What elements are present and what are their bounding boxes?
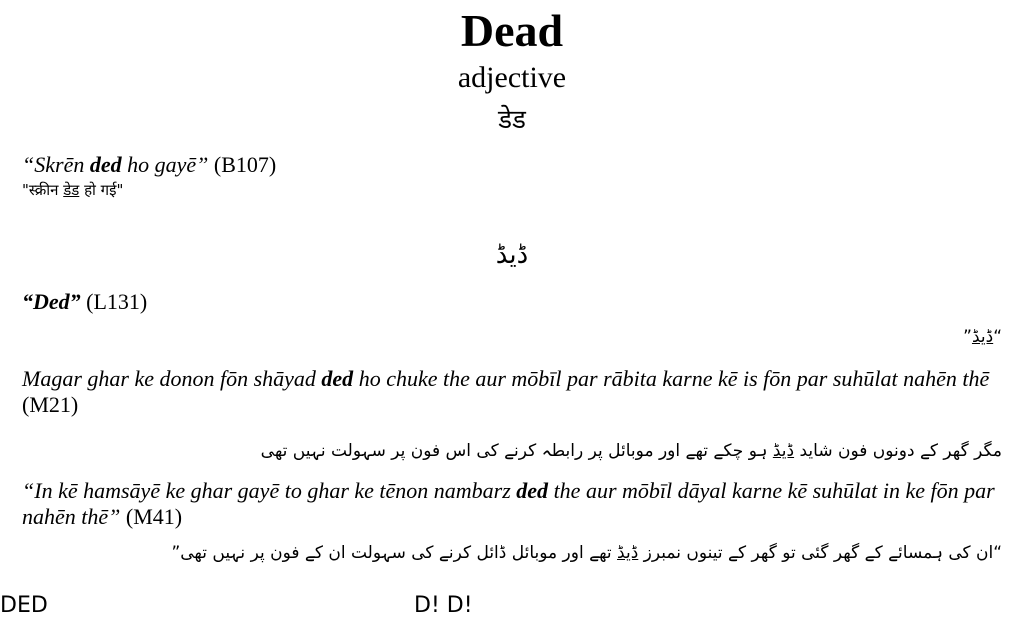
citation-reference: (M41) xyxy=(120,504,183,529)
citation-text-pre: Magar ghar ke donon fōn shāyad xyxy=(22,366,322,391)
open-quote: “ xyxy=(22,478,35,503)
citation-reference: (B107) xyxy=(208,152,277,177)
urdu-keyword: ڈیڈ xyxy=(617,543,639,563)
close-quote: ” xyxy=(108,504,121,529)
citation-m41 xyxy=(22,478,1002,530)
footer-left-label: DED xyxy=(0,593,48,618)
citation-text-pre: In kē hamsāyē ke ghar gayē to ghar ke tēnon nambarz xyxy=(34,478,517,503)
urdu-close-quote: ” xyxy=(963,327,972,347)
urdu-citation-l131 xyxy=(963,325,1002,349)
hindi-text-post: हो गई" xyxy=(79,181,124,199)
urdu-keyword: ڈیڈ xyxy=(772,441,795,461)
urdu-text-post: تھے اور موبائل ڈائل کرنے کی سہولت ان کے فون پر نہیں تھی” xyxy=(171,543,618,563)
footer-right-label: D! D! xyxy=(414,593,473,618)
urdu-text-post: ہو چکے تھے اور موبائل پر رابطہ کرنے کی اس فون پر سہولت نہیں تھی xyxy=(260,441,773,461)
citation-m21 xyxy=(22,366,1002,418)
hindi-citation-b107 xyxy=(22,180,123,200)
close-quote: ” xyxy=(69,289,81,314)
citation-text-post: the aur mōbīl dāyal karne kē suhūlat in ke fōn par nahēn thē xyxy=(22,478,995,529)
citation-reference: (M21) xyxy=(22,392,79,417)
citation-b107 xyxy=(22,152,276,178)
urdu-text-pre: “ان کی ہمسائے کے گھر گئی تو گھر کے تینوں نمبرز xyxy=(638,543,1002,563)
urdu-keyword: ڈیڈ xyxy=(971,327,994,347)
entry-headword: Dead xyxy=(460,5,564,56)
citation-text-post: ho chuke the aur mōbīl par rābita karne kē is fōn par suhūlat nahēn thē xyxy=(353,366,990,391)
open-quote: “ xyxy=(22,289,33,314)
urdu-open-quote: “ xyxy=(993,327,1002,347)
hindi-keyword: डेड xyxy=(63,181,80,199)
citation-text-post: ho gayē xyxy=(121,152,197,177)
citation-reference: (L131) xyxy=(80,289,148,314)
hindi-text-pre: "स्क्रीन xyxy=(22,181,64,199)
close-quote: ” xyxy=(196,152,209,177)
urdu-headword: ڈیڈ xyxy=(495,240,529,270)
open-quote: “ xyxy=(22,152,35,177)
urdu-citation-m21 xyxy=(261,438,1002,464)
citation-keyword: ded xyxy=(516,478,549,503)
citation-keyword: Ded xyxy=(33,289,70,314)
citation-l131 xyxy=(22,289,147,315)
citation-keyword: ded xyxy=(89,152,122,177)
part-of-speech: adjective xyxy=(457,61,567,94)
citation-text-pre: Skrēn xyxy=(34,152,90,177)
urdu-text-pre: مگر گھر کے دونوں فون شاید xyxy=(794,441,1002,461)
devanagari-headword: डेड xyxy=(498,105,526,135)
citation-keyword: ded xyxy=(321,366,354,391)
urdu-citation-m41 xyxy=(171,540,1002,566)
